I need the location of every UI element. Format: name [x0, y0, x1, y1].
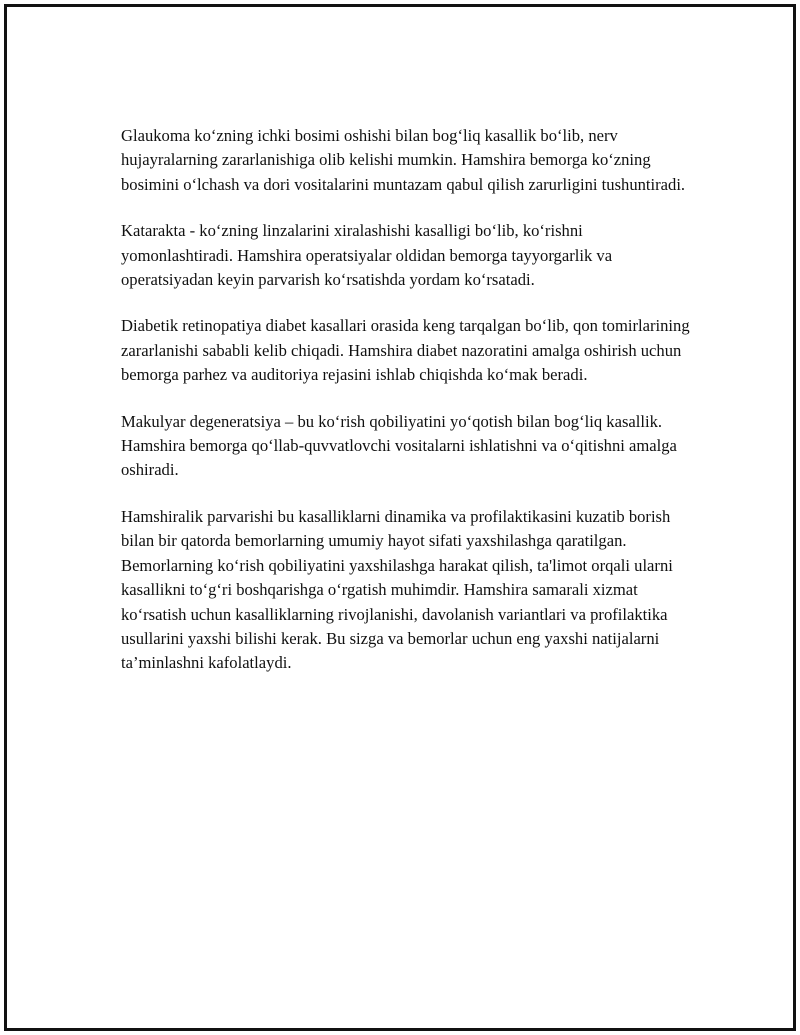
- paragraph-nursing-care: Hamshiralik parvarishi bu kasalliklarni dinamika va profilaktikasini kuzatib borish bilan bir qatorda bemorlarning umumiy hayot sifati yaxshilashga qaratilgan. Bemorlarning ko‘rish qobiliyatini yaxshilashga harakat qilish, ta'limot orqali ularni kasallikni to‘g‘ri boshqarishga o‘rgatish muhimdir. Hamshira samarali xizmat ko‘rsatish uchun kasalliklarning rivojlanishi, davolanish variantlari va profilaktika usullarini yaxshi bilishi kerak. Bu sizga va bemorlar uchun eng yaxshi natijalarni ta’minlashni kafolatlaydi.: [121, 506, 673, 673]
- paragraph-macular-degeneration: Makulyar degeneratsiya – bu ko‘rish qobiliyatini yo‘qotish bilan bog‘liq kasallik. Hamshira bemorga qo‘llab-quvvatlovchi vositalarni ishlatishni va o‘qitishni amalga oshiradi.: [121, 411, 677, 480]
- paragraph-glaucoma: Glaukoma ko‘zning ichki bosimi oshishi bilan bog‘liq kasallik bo‘lib, nerv hujayralarning zararlanishiga olib kelishi mumkin. Hamshira bemorga ko‘zning bosimini o‘lchash va dori vositalarini muntazam qabul qilish zarurligini tushuntiradi.: [121, 126, 686, 194]
- paragraph-cataract: Katarakta - ko‘zning linzalarini xiralashishi kasalligi bo‘lib, ko‘rishni yomonlashtiradi. Hamshira operatsiyalar oldidan bemorga tayyorgarlik va operatsiyadan keyin parvarish ko‘rsatishda yordam ko‘rsatadi.: [121, 221, 613, 290]
- document-page: [4, 4, 796, 1031]
- document-body: [121, 124, 691, 698]
- paragraph-diabetic-retinopathy: Diabetik retinopatiya diabet kasallari orasida keng tarqalgan bo‘lib, qon tomirlarining zararlanishi sababli kelib chiqadi. Hamshira diabet nazoratini amalga oshirish uchun bemorga parhez va auditoriya rejasini ishlab chiqishda ko‘mak beradi.: [121, 316, 690, 385]
